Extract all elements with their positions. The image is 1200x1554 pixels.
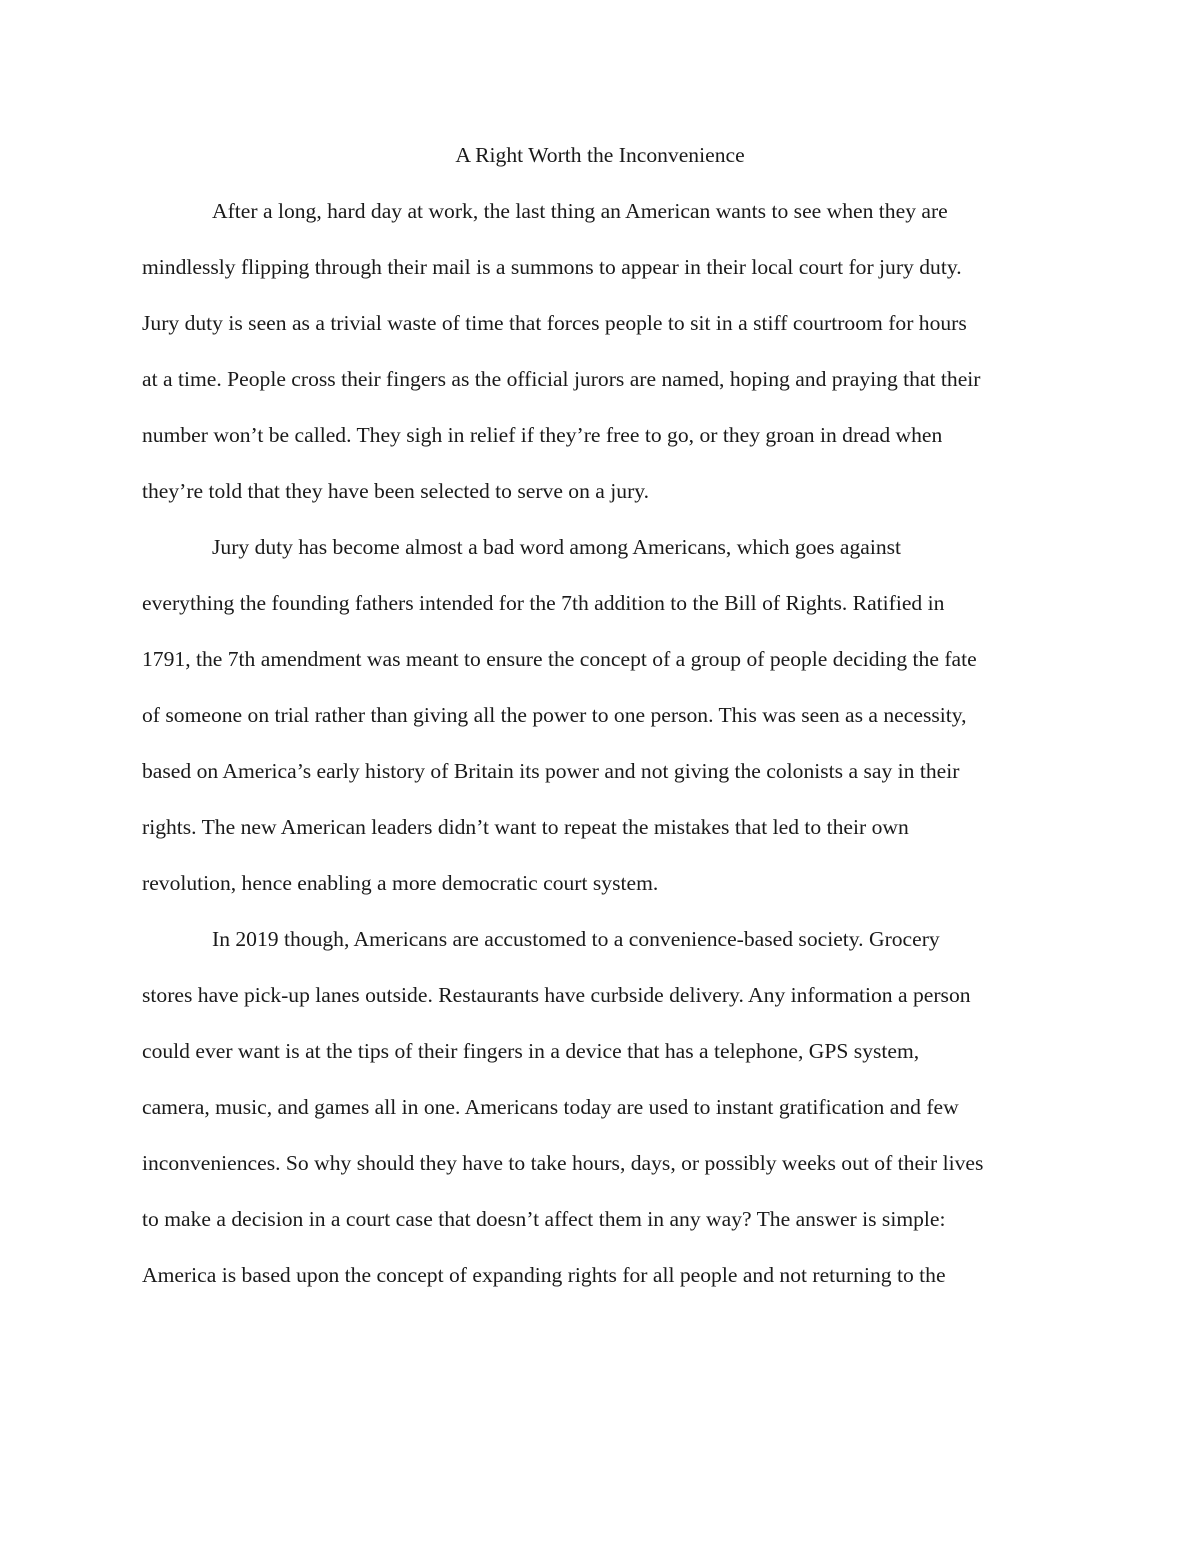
text-line: they’re told that they have been selected to serve on a jury. xyxy=(142,479,650,503)
text-line: Jury duty has become almost a bad word among Americans, which goes against xyxy=(212,535,902,559)
text-line: America is based upon the concept of expanding rights for all people and not returning to the xyxy=(142,1263,946,1287)
text-line: at a time. People cross their fingers as the official jurors are named, hoping and praying that their xyxy=(142,367,981,391)
text-line: revolution, hence enabling a more democratic court system. xyxy=(142,871,659,895)
text-line: mindlessly flipping through their mail is a summons to appear in their local court for jury duty. xyxy=(142,255,962,279)
text-line: After a long, hard day at work, the last thing an American wants to see when they are xyxy=(212,199,948,223)
text-line: could ever want is at the tips of their fingers in a device that has a telephone, GPS system, xyxy=(142,1039,920,1063)
paragraph xyxy=(142,519,1072,911)
paragraph xyxy=(142,183,1072,519)
text-line: of someone on trial rather than giving all the power to one person. This was seen as a necessity, xyxy=(142,703,967,727)
text-line: Jury duty is seen as a trivial waste of time that forces people to sit in a stiff courtroom for hours xyxy=(142,311,967,335)
text-line: camera, music, and games all in one. Americans today are used to instant gratification and few xyxy=(142,1095,959,1119)
text-line: inconveniences. So why should they have to take hours, days, or possibly weeks out of their lives xyxy=(142,1151,984,1175)
text-line: In 2019 though, Americans are accustomed to a convenience-based society. Grocery xyxy=(212,927,940,951)
text-line: number won’t be called. They sigh in relief if they’re free to go, or they groan in dread when xyxy=(142,423,943,447)
text-line: 1791, the 7th amendment was meant to ensure the concept of a group of people deciding the fate xyxy=(142,647,977,671)
document-title: A Right Worth the Inconvenience xyxy=(455,143,745,167)
text-line: everything the founding fathers intended for the 7th addition to the Bill of Rights. Ratified in xyxy=(142,591,945,615)
text-line: rights. The new American leaders didn’t want to repeat the mistakes that led to their own xyxy=(142,815,909,839)
text-line: based on America’s early history of Britain its power and not giving the colonists a say in their xyxy=(142,759,960,783)
document-body xyxy=(142,183,1072,1303)
text-line: to make a decision in a court case that doesn’t affect them in any way? The answer is simple: xyxy=(142,1207,946,1231)
paragraph xyxy=(142,911,1072,1303)
text-line: stores have pick-up lanes outside. Restaurants have curbside delivery. Any information a person xyxy=(142,983,971,1007)
